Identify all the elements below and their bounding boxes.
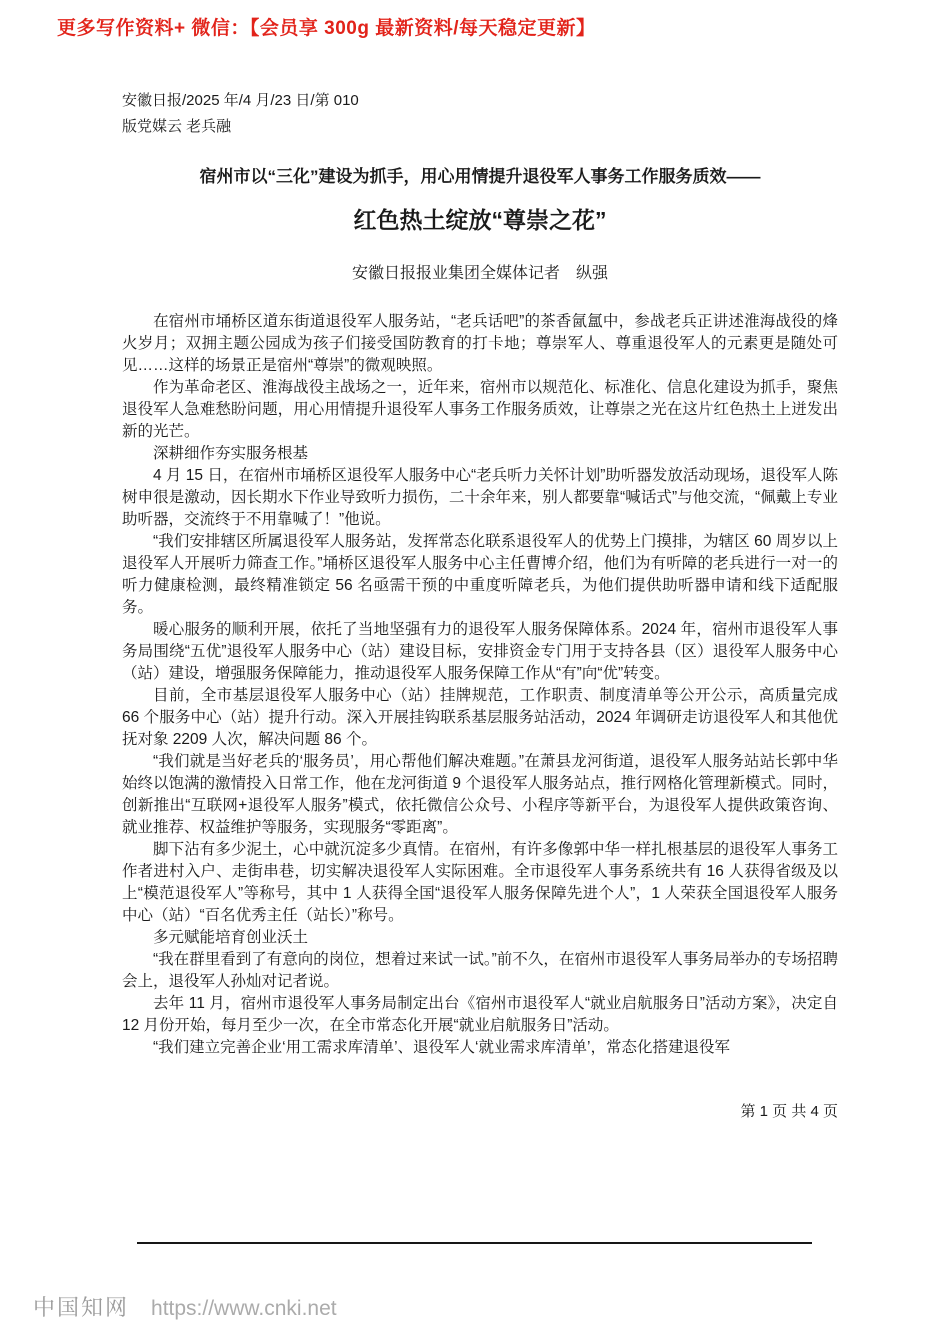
- section-heading: 多元赋能培育创业沃土: [153, 928, 309, 946]
- cnki-logo-text: 中国知网: [33, 1295, 130, 1320]
- page-separator-line: [137, 1242, 812, 1244]
- document-page: [122, 88, 838, 1059]
- cnki-url: https://www.cnki.net: [151, 1297, 337, 1320]
- source-info: [122, 88, 838, 140]
- article-body: [122, 311, 838, 1059]
- article-paragraph: 作为革命老区、淮海战役主战场之一，近年来，宿州市以规范化、标准化、信息化建设为抓手，聚焦退役军人急难愁盼问题，用心用情提升退役军人事务工作服务质效，让尊崇之光在这片红色热土上迸发出新的光芒。: [122, 378, 838, 440]
- article-paragraph: “我们建立完善企业‘用工需求库清单’、退役军人‘就业需求库清单’，常态化搭建退役军: [153, 1038, 730, 1056]
- article-paragraph: 4 月 15 日，在宿州市埇桥区退役军人服务中心“老兵听力关怀计划”助听器发放活动现场，退役军人陈树申很是激动，因长期水下作业导致听力损伤，二十余年来，别人都要靠“喊话式”与他交流，“佩戴上专业助听器，交流终于不用靠喊了！”他说。: [122, 466, 838, 528]
- source-info-line1: 安徽日报/2025 年/4 月/23 日/第 010: [122, 92, 359, 109]
- article-paragraph: “我们就是当好老兵的‘服务员’，用心帮他们解决难题。”在萧县龙河街道，退役军人服务站站长郭中华始终以饱满的激情投入日常工作，他在龙河街道 9 个退役军人服务站点，推行网格化管理新模式。同时，创新推出“互联网+退役军人服务”模式，依托微信公众号、小程序等新平台，为退役军人提供政策咨询、就业推荐、权益维护等服务，实现服务“零距离”。: [122, 752, 838, 836]
- promo-banner: [57, 13, 596, 40]
- article-byline: 安徽日报报业集团全媒体记者 纵强: [351, 264, 608, 282]
- article-subtitle: 宿州市以“三化”建设为抓手，用心用情提升退役军人事务工作服务质效——: [199, 167, 761, 186]
- article-title: 红色热土绽放“尊崇之花”: [353, 207, 607, 234]
- page-indicator: 第 1 页 共 4 页: [740, 1103, 838, 1120]
- article-paragraph: “我在群里看到了有意向的岗位，想着过来试一试。”前不久，在宿州市退役军人事务局举办的专场招聘会上，退役军人孙灿对记者说。: [122, 950, 838, 990]
- article-paragraph: 去年 11 月，宿州市退役军人事务局制定出台《宿州市退役军人“就业启航服务日”活动方案》，决定自 12 月份开始，每月至少一次，在全市常态化开展“就业启航服务日”活动。: [122, 994, 838, 1034]
- article-paragraph: 目前，全市基层退役军人服务中心（站）挂牌规范，工作职责、制度清单等公开公示，高质量完成 66 个服务中心（站）提升行动。深入开展挂钩联系基层服务站活动，2024 年调研走访退役军人和其他优抚对象 2209 人次，解决问题 86 个。: [122, 686, 838, 748]
- article-paragraph: 脚下沾有多少泥土，心中就沉淀多少真情。在宿州，有许多像郭中华一样扎根基层的退役军人事务工作者进村入户、走街串巷，切实解决退役军人实际困难。全市退役军人事务系统共有 16 人获得省级及以上“模范退役军人”等称号，其中 1 人获得全国“退役军人服务保障先进个人”，1 人荣获全国退役军人服务中心（站）“百名优秀主任（站长）”称号。: [122, 840, 838, 924]
- promo-banner-text: 更多写作资料+ 微信：【会员享 300g 最新资料/每天稳定更新】: [57, 18, 596, 39]
- source-info-line2: 版党媒云 老兵融: [122, 118, 232, 135]
- cnki-watermark: [33, 1291, 337, 1322]
- article-paragraph: 在宿州市埇桥区道东街道退役军人服务站，“老兵话吧”的茶香氤氲中，参战老兵正讲述淮海战役的烽火岁月；双拥主题公园成为孩子们接受国防教育的打卡地；尊崇军人、尊重退役军人的元素更是随处可见……这样的场景正是宿州“尊崇”的微观映照。: [122, 312, 838, 374]
- article-paragraph: “我们安排辖区所属退役军人服务站，发挥常态化联系退役军人的优势上门摸排，为辖区 60 周岁以上退役军人开展听力筛查工作。”埇桥区退役军人服务中心主任曹博介绍，他们为有听障的老兵进行一对一的听力健康检测，最终精准锁定 56 名亟需干预的中重度听障老兵，为他们提供助听器申请和线下适配服务。: [122, 532, 838, 616]
- section-heading: 深耕细作夯实服务根基: [153, 444, 309, 462]
- article-paragraph: 暖心服务的顺利开展，依托了当地坚强有力的退役军人服务保障体系。2024 年，宿州市退役军人事务局围绕“五优”退役军人服务中心（站）建设目标，安排资金专门用于支持各县（区）退役军人服务中心（站）建设，增强服务保障能力，推动退役军人服务保障工作从“有”向“优”转变。: [122, 620, 838, 682]
